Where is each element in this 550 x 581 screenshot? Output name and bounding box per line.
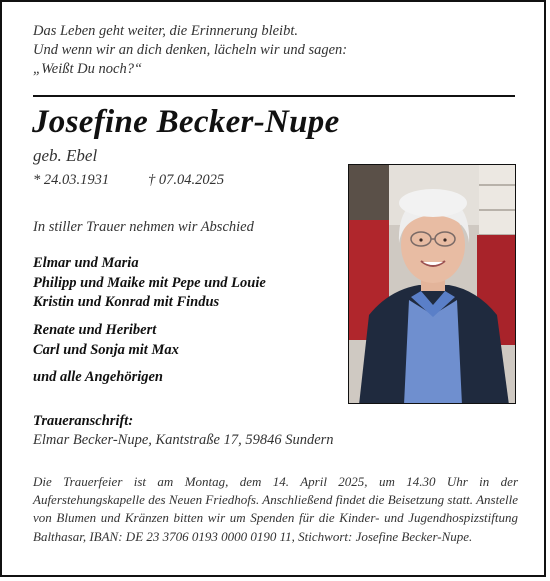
- family-member: Renate und Heribert: [33, 322, 157, 338]
- address-value: Elmar Becker-Nupe, Kantstraße 17, 59846 Sundern: [33, 432, 334, 448]
- relatives-line: und alle Angehörigen: [33, 369, 163, 385]
- family-member: Elmar und Maria: [33, 255, 139, 271]
- deceased-name: Josefine Becker-Nupe: [32, 104, 340, 140]
- family-member: Kristin und Konrad mit Findus: [33, 294, 220, 310]
- portrait-photo: [348, 164, 516, 404]
- portrait-illustration: [349, 165, 516, 404]
- quote-line-2: Und wenn wir an dich denken, lächeln wir und sagen:: [33, 42, 348, 58]
- quote-line-3: „Weißt Du noch?“: [33, 61, 143, 77]
- birth-name: geb. Ebel: [33, 146, 98, 165]
- family-member: Philipp und Maike mit Pepe und Louie: [33, 274, 266, 291]
- family-member: Carl und Sonja mit Max: [33, 341, 179, 358]
- birth-date: * 24.03.1931: [33, 172, 110, 188]
- divider-line: [33, 95, 515, 97]
- quote-line-1: Das Leben geht weiter, die Erinnerung bleibt.: [33, 23, 298, 39]
- address-label: Traueranschrift:: [33, 413, 134, 429]
- death-date: † 07.04.2025: [148, 172, 225, 188]
- farewell-intro: In stiller Trauer nehmen wir Abschied: [33, 219, 254, 235]
- funeral-notice: Die Trauerfeier ist am Montag, dem 14. April 2025, um 14.30 Uhr in der Auferstehungskapelle des Neuen Friedhofs. Anschließend findet die Beisetzung statt. Anstelle von Blumen und Kränzen bitten wir um Spenden für die Kinder- und Jugendhospizstiftung Balthasar, IBAN: DE 23 3706 0193 0000 0190 11, Stichwort: Josefine Becker-Nupe.: [33, 474, 518, 544]
